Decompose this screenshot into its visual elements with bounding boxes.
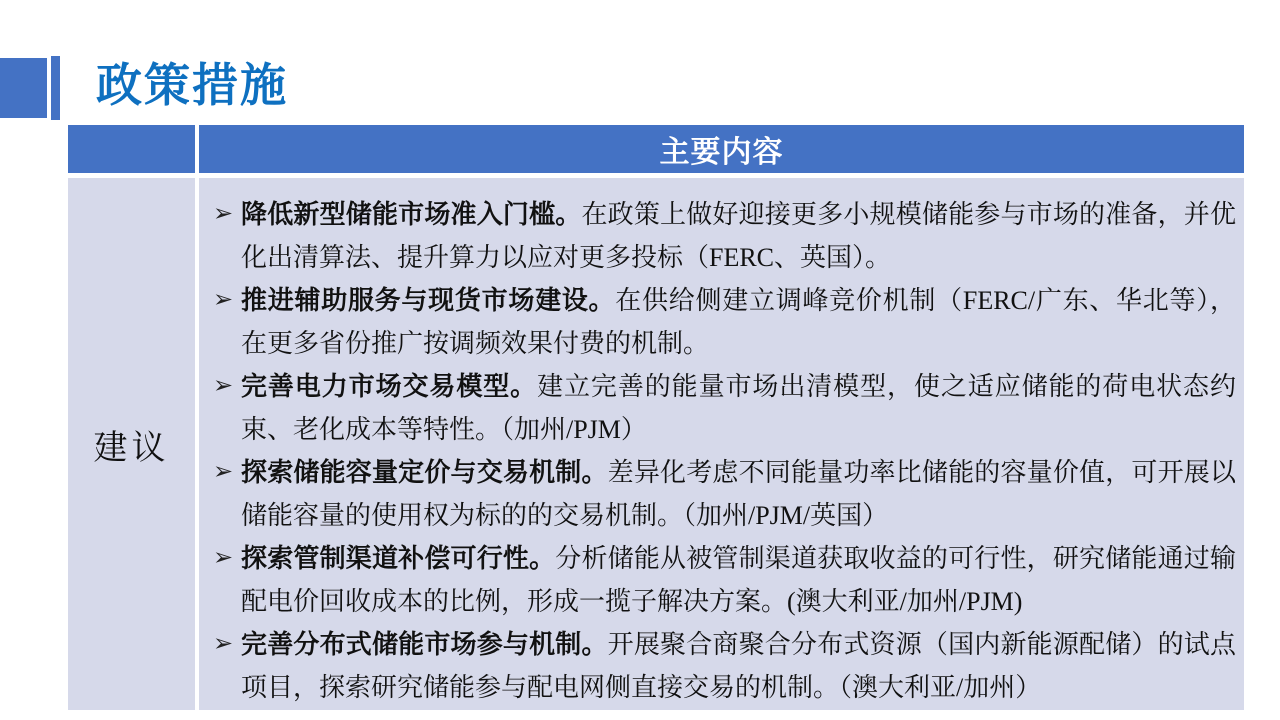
bullet-body-text: 开展聚合商聚合分布式资源（国内新能源配储）的试点项目，探索研究储能参与配电网侧直接交易的机制。（澳大利亚/加州） (241, 630, 1236, 702)
page-title: 政策措施 (96, 60, 288, 111)
bullet-lead-text: 探索储能容量定价与交易机制。 (241, 458, 608, 487)
title-accent-square (0, 58, 47, 118)
bullet-item (213, 537, 1236, 623)
table-header-label: 主要内容 (659, 136, 784, 169)
bullet-item (213, 365, 1236, 451)
arrow-bullet-icon: ➢ (213, 459, 234, 485)
arrow-bullet-icon: ➢ (213, 201, 234, 227)
policy-table (68, 125, 1244, 710)
bullet-lead-text: 完善电力市场交易模型。 (241, 372, 538, 401)
bullet-body-text: 建立完善的能量市场出清模型，使之适应储能的荷电状态约束、老化成本等特性。（加州/PJM） (241, 372, 1236, 444)
bullet-item (213, 451, 1236, 537)
title-block (0, 56, 288, 122)
bullet-body-text: 在供给侧建立调峰竞价机制（FERC/广东、华北等），在更多省份推广按调频效果付费的机制。 (241, 286, 1236, 358)
bullet-lead-text: 降低新型储能市场准入门槛。 (241, 200, 582, 229)
bullet-lead-text: 探索管制渠道补偿可行性。 (241, 544, 556, 573)
bullet-item (213, 623, 1236, 709)
bullet-list (199, 178, 1244, 710)
row-label: 建议 (93, 429, 170, 467)
arrow-bullet-icon: ➢ (213, 545, 234, 571)
bullet-lead-text: 完善分布式储能市场参与机制。 (241, 630, 608, 659)
bullet-body-text: 在政策上做好迎接更多小规模储能参与市场的准备，并优化出清算法、提升算力以应对更多投标（FERC、英国）。 (241, 200, 1236, 272)
row-label-cell (68, 178, 195, 710)
arrow-bullet-icon: ➢ (213, 373, 234, 399)
bullet-body-text: 差异化考虑不同能量功率比储能的容量价值，可开展以储能容量的使用权为标的的交易机制。（加州/PJM/英国） (241, 458, 1236, 530)
arrow-bullet-icon: ➢ (213, 631, 234, 657)
bullet-lead-text: 推进辅助服务与现货市场建设。 (241, 286, 616, 315)
arrow-bullet-icon: ➢ (213, 287, 234, 313)
title-accent-bar (51, 56, 60, 120)
bullet-item (213, 193, 1236, 279)
table-header-main-cell (199, 125, 1244, 173)
bullet-body-text: 分析储能从被管制渠道获取收益的可行性，研究储能通过输配电价回收成本的比例，形成一揽子解决方案。(澳大利亚/加州/PJM) (241, 544, 1236, 616)
table-header-empty-cell (68, 125, 195, 173)
bullet-item (213, 279, 1236, 365)
